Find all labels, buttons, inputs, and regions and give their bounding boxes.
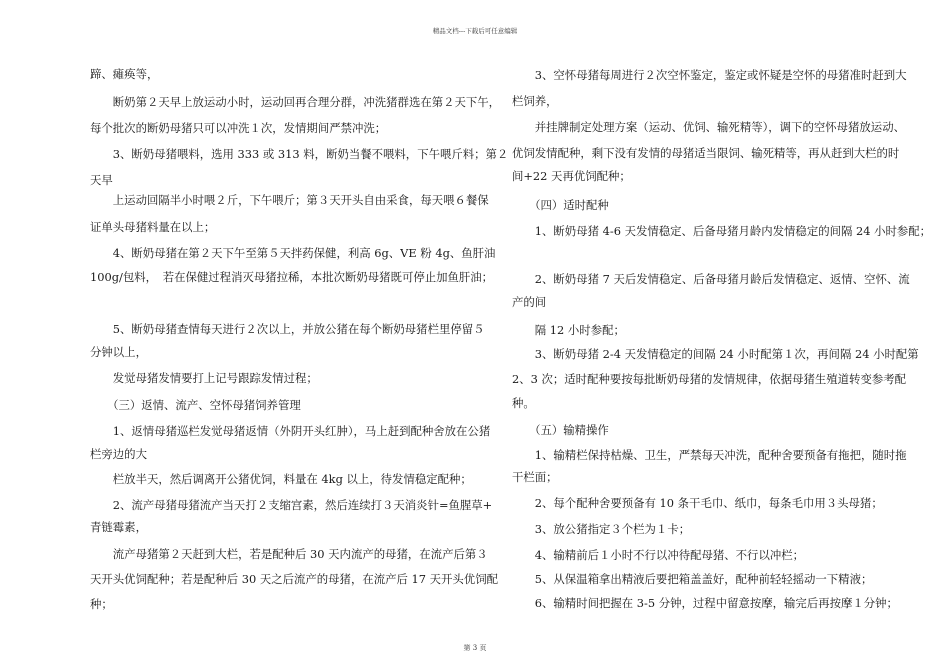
text-line: 5、从保温箱拿出精液后要把箱盖盖好，配种前轻轻摇动一下精液； — [512, 572, 873, 586]
text-line: 6、输精时间把握在 3-5 分钟，过程中留意按摩，输完后再按摩１分钟； — [512, 596, 898, 610]
text-line: 1、断奶母猪 4-6 天发情稳定、后备母猪月龄内发情稳定的间隔 24 小时参配； — [512, 224, 932, 238]
page-header: 精品文档---下载后可任意编辑 — [432, 27, 518, 35]
text-line: （五）输精操作 — [512, 423, 609, 437]
text-line: 4、断奶母猪在第２天下午至第５天拌药保健，利高 6g、VE 粉 4g、鱼肝油 — [90, 246, 496, 260]
text-line: （四）适时配种 — [512, 198, 609, 212]
text-line: 青链霉素， — [90, 520, 147, 534]
text-line: 证单头母猪料量在以上； — [90, 220, 216, 234]
text-line: 4、输精前后１小时不行以冲待配母猪、不行以冲栏； — [512, 548, 805, 562]
text-line: 干栏面； — [512, 470, 558, 484]
text-line: 每个批次的断奶母猪只可以冲洗１次，发情期间严禁冲洗； — [90, 121, 387, 135]
text-line: 隔 12 小时参配； — [512, 323, 625, 337]
text-line: 1、输精栏保持枯燥、卫生，严禁每天冲洗，配种舍要预备有拖把，随时拖 — [512, 448, 907, 462]
text-line: 100g/包料， 若在保健过程消灭母猪拉稀，本批次断奶母猪既可停止加鱼肝油； — [90, 270, 494, 284]
text-line: 种； — [90, 597, 113, 611]
text-line: 流产母猪第２天赶到大栏，若是配种后 30 天内流产的母猪，在流产后第３ — [90, 547, 488, 561]
text-line: 发觉母猪发情要打上记号跟踪发情过程； — [90, 371, 318, 385]
text-line: 优饲发情配种，剩下没有发情的母猪适当限饲、输死精等，再从赶到大栏的时 — [512, 146, 900, 160]
text-line: 2、3 次；适时配种要按每批断奶母猪的发情规律，依据母猪生殖道转变参考配 — [512, 372, 907, 386]
text-line: 种。 — [512, 396, 535, 410]
text-line: 天早 — [90, 173, 113, 187]
text-line: 产的间 — [512, 295, 547, 309]
text-line: 蹄、瘫痪等， — [90, 67, 159, 81]
text-line: 分钟以上， — [90, 345, 147, 359]
text-line: 栏放半天，然后调离开公猪优饲，料量在 4kg 以上，待发情稳定配种； — [90, 472, 472, 486]
text-line: 1、返情母猪巡栏发觉母猪返情（外阴开头红肿），马上赶到配种舍放在公猪 — [90, 424, 491, 438]
text-line: 天开头优饲配种；若是配种后 30 天之后流产的母猪，在流产后 17 天开头优饲配 — [90, 572, 498, 586]
text-line: 上运动回隔半小时喂２斤，下午喂斤；第３天开头自由采食，每天喂６餐保 — [90, 193, 489, 207]
page-footer: 第 3 页 — [463, 644, 487, 652]
text-line: 栏旁边的大 — [90, 447, 147, 461]
text-line: 断奶第２天早上放运动小时，运动回再合理分群，冲洗猪群选在第２天下午， — [90, 95, 501, 109]
text-line: （三）返情、流产、空怀母猪饲养管理 — [90, 398, 301, 412]
text-line: 3、放公猪指定３个栏为１卡； — [512, 522, 691, 536]
text-line: 2、断奶母猪 7 天后发情稳定、后备母猪月龄后发情稳定、返情、空怀、流 — [512, 272, 910, 286]
text-line: 并挂牌制定处理方案（运动、优饲、输死精等），调下的空怀母猪放运动、 — [512, 120, 905, 134]
text-line: 2、每个配种舍要预备有 10 条干毛巾、纸巾，每条毛巾用３头母猪； — [512, 496, 883, 510]
text-line: 间+22 天再优饲配种； — [512, 169, 631, 183]
text-line: 3、断奶母猪 2-4 天发情稳定的间隔 24 小时配第１次，再间隔 24 小时配第 — [512, 347, 919, 361]
text-line: 5、断奶母猪查情每天进行２次以上，并放公猪在每个断奶母猪栏里停留５ — [90, 322, 485, 336]
text-line: 3、断奶母猪喂料，选用 333 或 313 料，断奶当餐不喂料，下午喂斤料；第２ — [90, 147, 509, 161]
text-line: 3、空怀母猪每周进行２次空怀鉴定，鉴定或怀疑是空怀的母猪准时赶到大 — [512, 68, 907, 82]
text-line: 2、流产母猪母猪流产当天打２支缩宫素，然后连续打３天消炎针=鱼腥草+ — [90, 498, 493, 512]
text-line: 栏饲养， — [512, 94, 558, 108]
